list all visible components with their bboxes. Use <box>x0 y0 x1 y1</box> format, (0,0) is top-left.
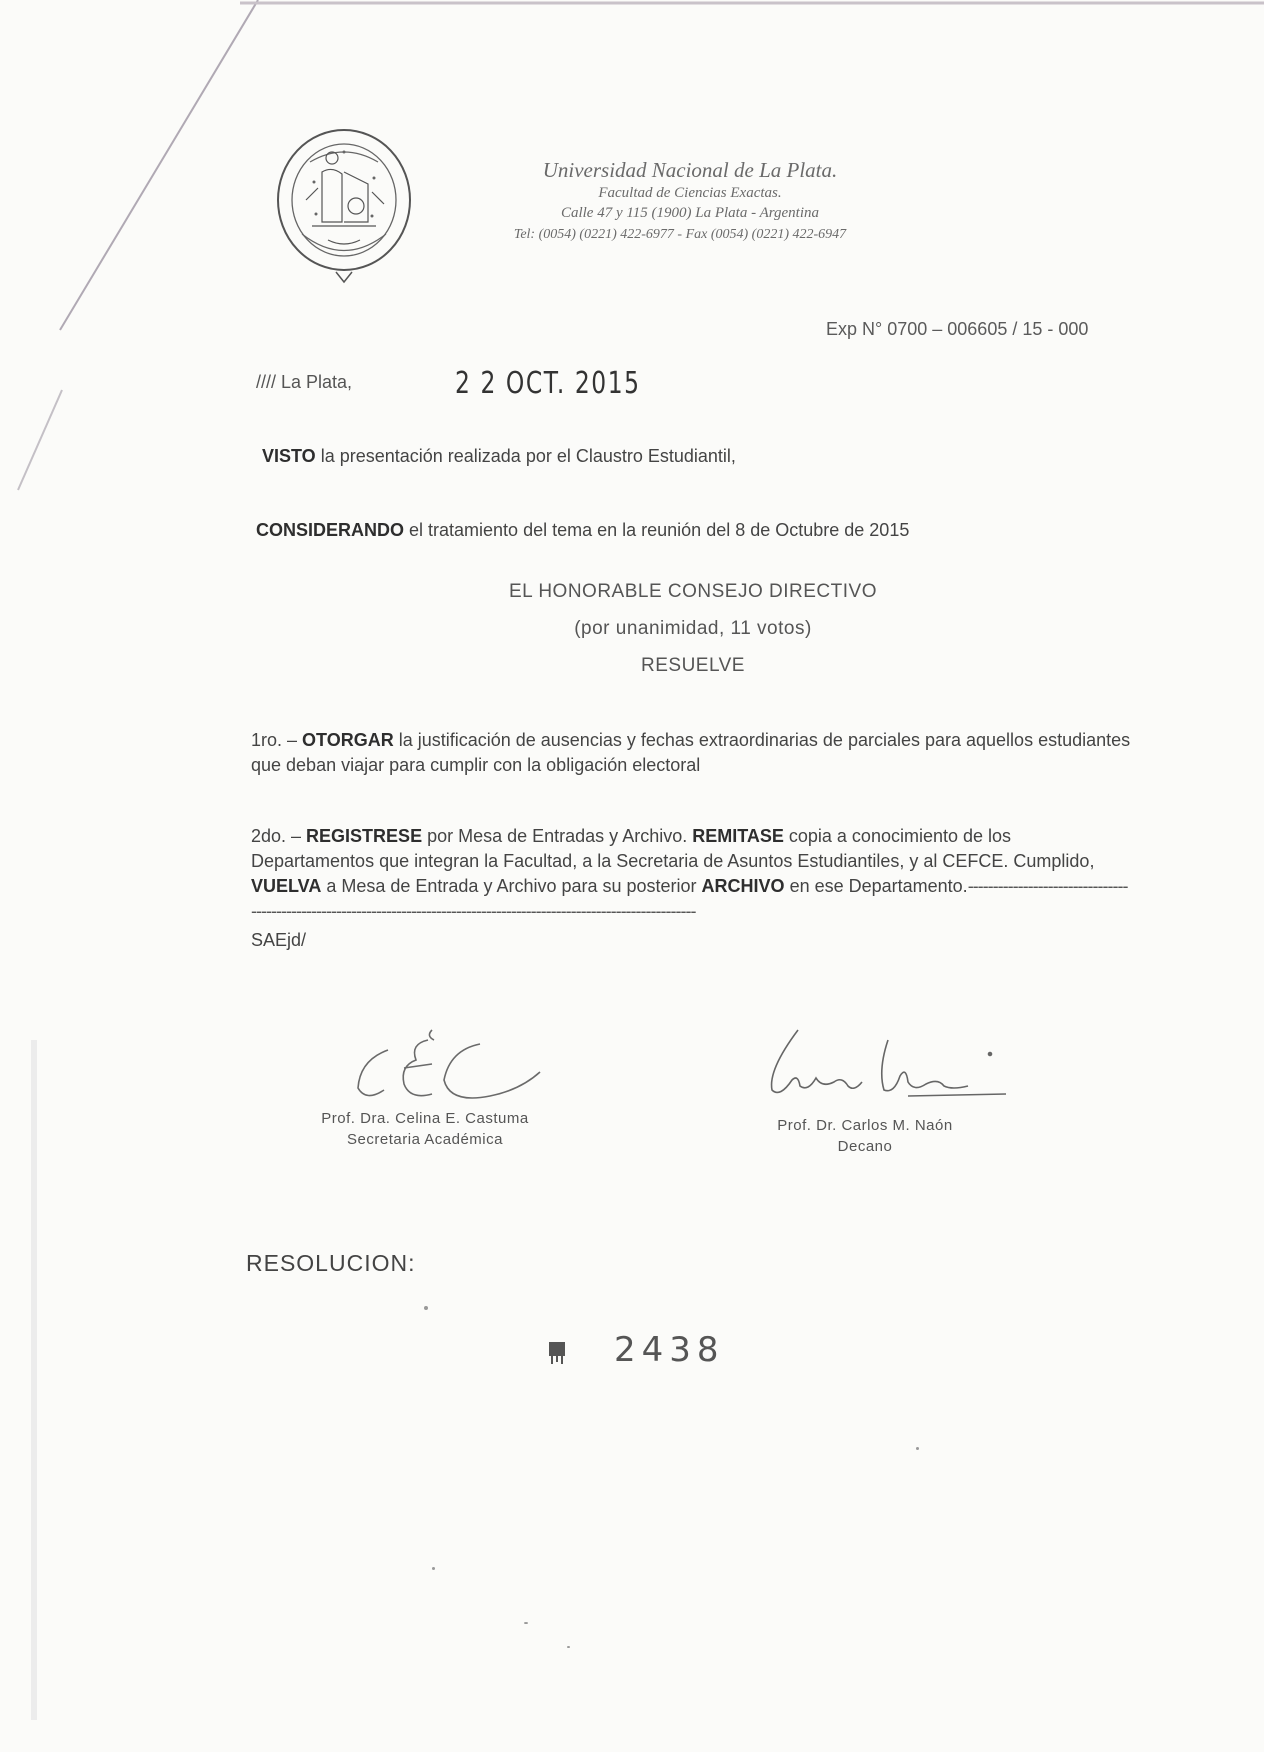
resuelve-heading: RESUELVE <box>641 655 745 676</box>
signature-right-name: Prof. Dr. Carlos M. Naón <box>777 1117 953 1134</box>
letterhead-faculty: Facultad de Ciencias Exactas. <box>598 185 782 201</box>
resolucion-number: 2438 <box>614 1330 725 1370</box>
article-1-text: la justificación de ausencias y fechas extraordinarias de parciales para aquellos estudiantes que deban viajar para cumplir con la obligación electoral <box>251 730 1131 775</box>
article-2-prefix: 2do. – <box>251 826 307 846</box>
article-1 <box>251 728 1131 778</box>
signature-left-image <box>340 1020 560 1110</box>
signature-left-name: Prof. Dra. Celina E. Castuma <box>321 1110 529 1127</box>
article-2-text-1: por Mesa de Entradas y Archivo. <box>422 826 693 846</box>
article-2-text-2: copia a conocimiento de los Departamentos que integran la Facultad, a la Secretaria de Asuntos Estudiantiles, y al CEFCE. Cumplido, <box>251 826 1095 871</box>
article-1-verb: OTORGAR <box>302 730 394 750</box>
votos-line: (por unanimidad, 11 votos) <box>574 618 812 639</box>
article-2-text-4: en ese Departamento. <box>784 876 968 896</box>
scan-speck <box>916 1447 919 1450</box>
considerando-keyword: CONSIDERANDO <box>256 520 405 540</box>
stamp-mark-icon <box>546 1338 568 1366</box>
letterhead-address: Calle 47 y 115 (1900) La Plata - Argentina <box>560 205 820 221</box>
expediente-number: Exp N° 0700 – 006605 / 15 - 000 <box>826 319 1089 339</box>
letterhead-phone: Tel: (0054) (0221) 422-6977 - Fax (0054) (0221) 422-6947 <box>513 227 847 242</box>
university-seal-logo <box>272 122 420 288</box>
scan-speck <box>567 1646 570 1648</box>
scan-speck <box>432 1567 435 1570</box>
signature-left <box>290 1108 560 1150</box>
letterhead <box>430 157 950 246</box>
letterhead-university: Universidad Nacional de La Plata. <box>542 158 838 182</box>
scan-speck <box>524 1622 528 1624</box>
visto-keyword: VISTO <box>262 446 316 466</box>
date-stamp: 2 2 OCT. 2015 <box>455 366 641 401</box>
place-label: //// La Plata, <box>256 372 353 392</box>
visto-paragraph <box>262 446 736 467</box>
article-2-verb-4: ARCHIVO <box>701 876 785 896</box>
signature-right-image <box>758 1020 1018 1110</box>
considerando-paragraph <box>256 520 909 541</box>
signature-right-title: Decano <box>837 1138 893 1155</box>
article-2-verb-1: REGISTRESE <box>306 826 423 846</box>
initials: SAEjd/ <box>251 930 307 950</box>
article-2-verb-2: REMITASE <box>692 826 784 846</box>
article-2-text-3: a Mesa de Entrada y Archivo para su posterior <box>321 876 702 896</box>
article-2-verb-3: VUELVA <box>251 876 322 896</box>
resolucion-label: RESOLUCION: <box>246 1250 416 1276</box>
signature-left-title: Secretaria Académica <box>347 1131 503 1148</box>
article-1-prefix: 1ro. – <box>251 730 303 750</box>
visto-text: la presentación realizada por el Claustro Estudiantil, <box>315 446 736 466</box>
consejo-heading: EL HONORABLE CONSEJO DIRECTIVO <box>509 581 877 602</box>
considerando-text: el tratamiento del tema en la reunión del 8 de Octubre de 2015 <box>404 520 910 540</box>
article-2 <box>251 824 1131 924</box>
article-2-dashes: ------------------------------------------------------------------------------------------------------------------------- <box>251 876 1128 921</box>
signature-right <box>740 1115 990 1157</box>
scan-speck <box>424 1306 428 1310</box>
